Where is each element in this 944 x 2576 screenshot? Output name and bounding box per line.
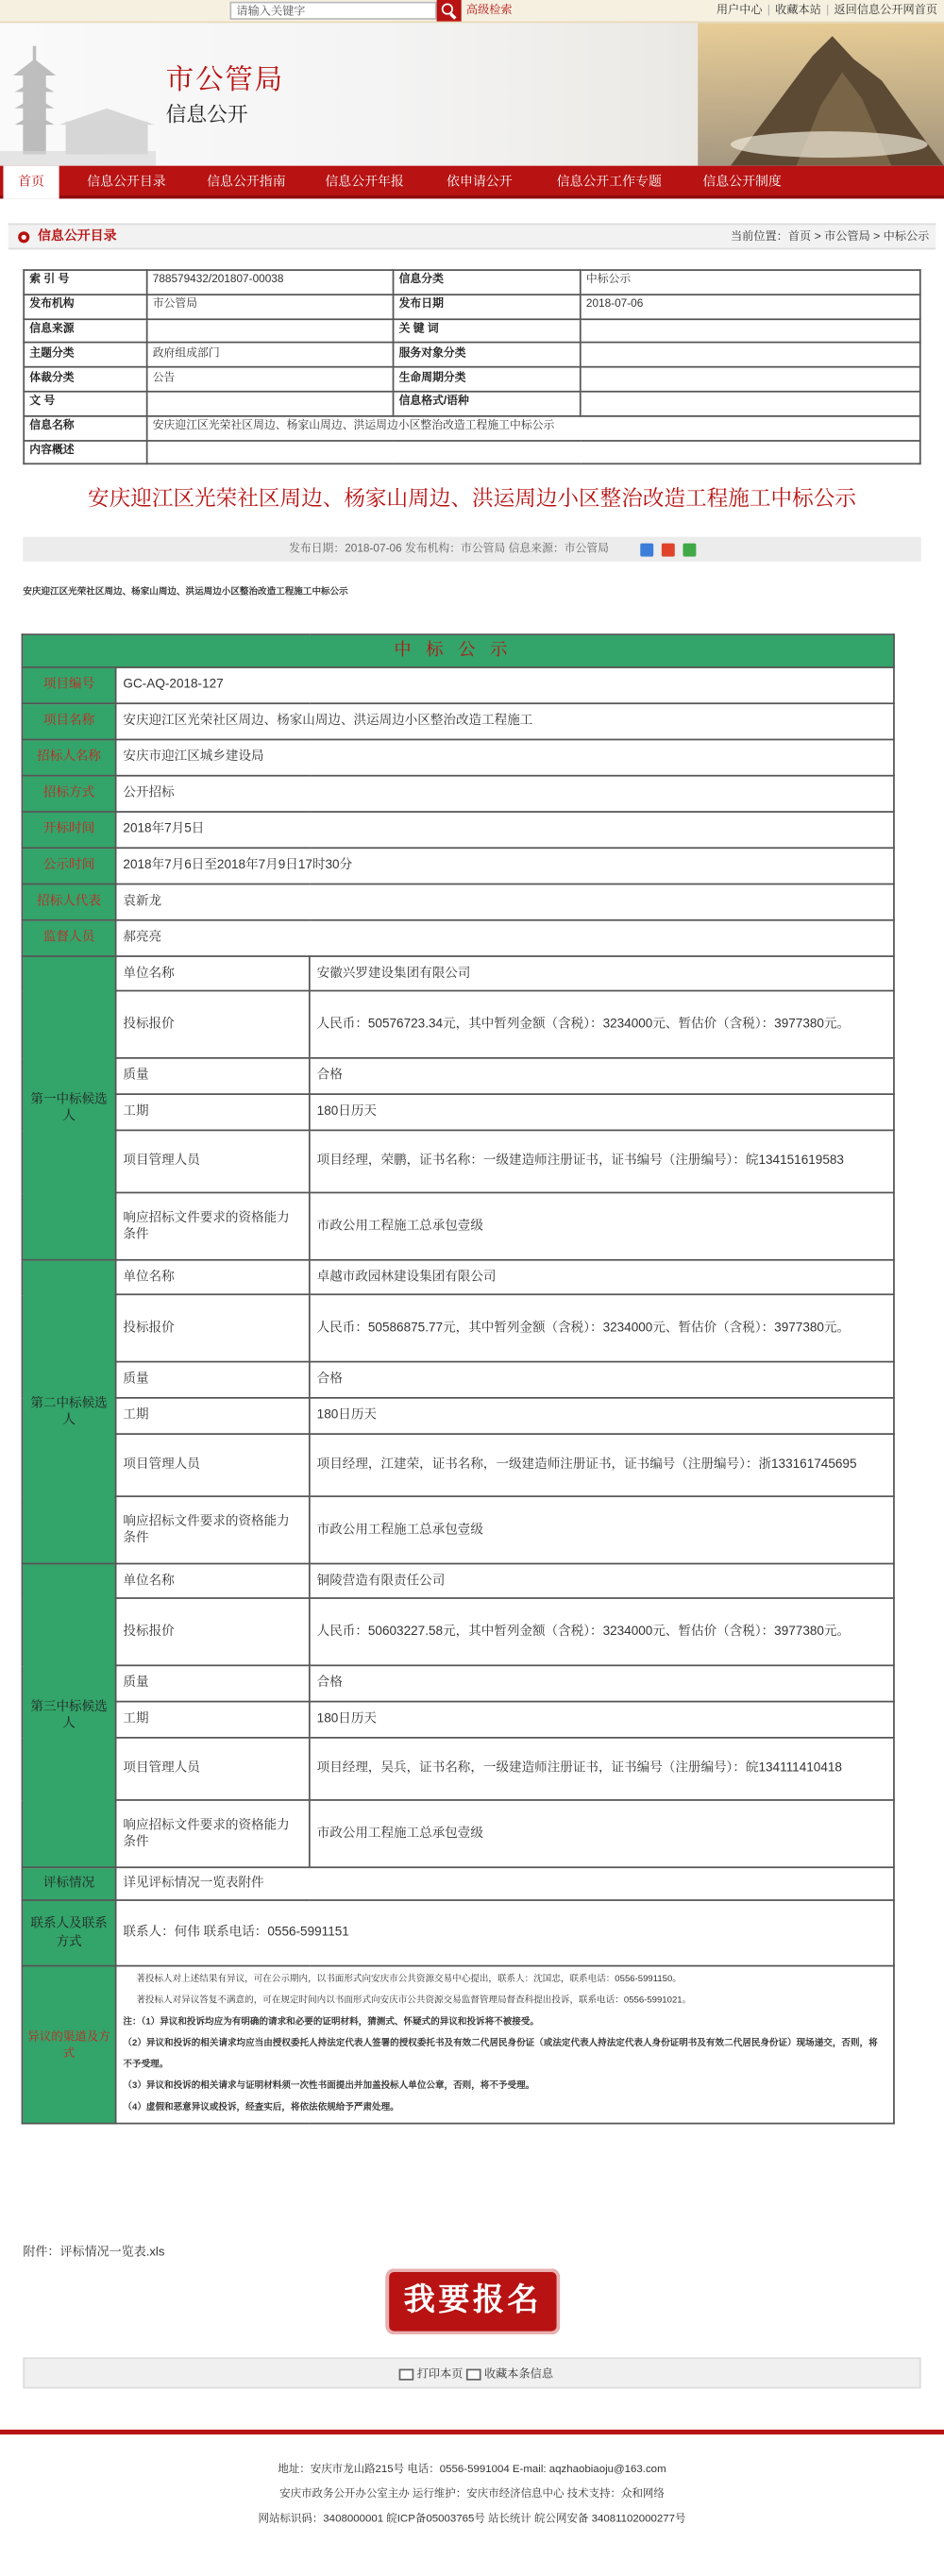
banner-subtitle: 信息公开 bbox=[165, 103, 248, 126]
sub-label: 投标报价 bbox=[116, 1598, 310, 1665]
table-row bbox=[22, 1564, 893, 1599]
location-bar bbox=[8, 224, 936, 250]
favorite-link[interactable]: 收藏本条信息 bbox=[483, 2368, 554, 2381]
candidate-price: 人民币：50576723.34元，其中暂列金额（含税）：3234000元、暂估价（含税）：3977380元。 bbox=[310, 991, 894, 1058]
location-icon bbox=[18, 231, 29, 243]
table-row bbox=[22, 920, 893, 956]
sub-label: 质量 bbox=[116, 1665, 310, 1701]
meta-row bbox=[24, 392, 920, 416]
tender-method: 公开招标 bbox=[116, 776, 894, 812]
review-value: 详见评标情况一览表附件 bbox=[116, 1867, 894, 1900]
section-title: 信息公开目录 bbox=[37, 227, 117, 244]
candidate-manager: 项目经理，荣鹏，证书名称：一级建造师注册证书，证书编号（注册编号）：皖134151619583 bbox=[310, 1130, 894, 1192]
candidate-unit: 安徽兴罗建设集团有限公司 bbox=[310, 956, 894, 991]
candidate-group-label: 第三中标候选人 bbox=[22, 1564, 115, 1868]
meta-value: 788579432/201807-00038 bbox=[147, 270, 394, 295]
breadcrumb-agency[interactable]: 市公管局 bbox=[824, 231, 870, 244]
sub-label: 单位名称 bbox=[116, 1260, 310, 1295]
sub-label: 响应招标文件要求的资格能力条件 bbox=[116, 1192, 310, 1259]
meta-key: 内容概述 bbox=[24, 440, 146, 464]
sub-label: 投标报价 bbox=[116, 1294, 310, 1361]
article-summary: 安庆迎江区光荣社区周边、杨家山周边、洪运周边小区整治改造工程施工中标公示 bbox=[23, 587, 348, 598]
table-row bbox=[22, 991, 893, 1058]
article-title: 安庆迎江区光荣社区周边、杨家山周边、洪运周边小区整治改造工程施工中标公示 bbox=[88, 485, 856, 511]
search-input[interactable] bbox=[229, 2, 436, 20]
signup-button[interactable]: 我要报名 bbox=[386, 2268, 560, 2334]
table-row bbox=[22, 1130, 893, 1192]
print-link[interactable]: 打印本页 bbox=[416, 2368, 464, 2381]
meta-key: 主题分类 bbox=[24, 343, 146, 367]
meta-value bbox=[147, 440, 920, 464]
table-row bbox=[22, 1800, 893, 1867]
meta-value bbox=[581, 343, 920, 367]
breadcrumb-label: 当前位置： bbox=[730, 231, 788, 244]
sub-label: 投标报价 bbox=[116, 991, 310, 1058]
tenderer-representative: 袁新龙 bbox=[116, 884, 894, 920]
top-bar bbox=[0, 0, 944, 23]
nav-guide[interactable]: 信息公开指南 bbox=[207, 174, 286, 189]
top-links: 用户中心 | 收藏本站 | 返回信息公开网首页 bbox=[716, 5, 938, 17]
footer-divider bbox=[0, 2430, 944, 2434]
candidate-quality: 合格 bbox=[310, 1058, 894, 1094]
table-row bbox=[22, 1192, 893, 1259]
main-nav bbox=[0, 166, 944, 199]
table-row bbox=[22, 884, 893, 920]
favorite-site-link[interactable]: 收藏本站 bbox=[775, 5, 821, 17]
candidate-period: 180日历天 bbox=[310, 1094, 894, 1130]
footer-record: 网站标识码：3408000001 皖ICP备05003765号 站长统计 皖公网安备 34081102000277号 bbox=[258, 2513, 686, 2525]
share-plus-icon[interactable] bbox=[640, 544, 653, 557]
attachment bbox=[23, 2244, 164, 2260]
table-row bbox=[22, 956, 893, 991]
table-row bbox=[22, 1434, 893, 1496]
meta-value bbox=[147, 392, 394, 416]
attachment-link[interactable]: 评标情况一览表.xls bbox=[59, 2244, 165, 2260]
meta-key: 信息来源 bbox=[24, 319, 146, 344]
article-meta-bar bbox=[23, 537, 920, 562]
mountain-illustration bbox=[698, 23, 944, 165]
meta-value bbox=[581, 392, 920, 416]
sub-label: 项目管理人员 bbox=[116, 1434, 310, 1496]
meta-row bbox=[24, 295, 920, 319]
return-home-link[interactable]: 返回信息公开网首页 bbox=[834, 5, 938, 17]
sub-label: 单位名称 bbox=[116, 1564, 310, 1599]
candidate-price: 人民币：50603227.58元，其中暂列金额（含税）：3234000元、暂估价（含税）：3977380元。 bbox=[310, 1598, 894, 1665]
table-row bbox=[22, 1058, 893, 1094]
meta-key: 索 引 号 bbox=[24, 270, 146, 295]
print-icon bbox=[399, 2368, 414, 2380]
candidate-manager: 项目经理，江建荣，证书名称，一级建造师注册证书，证书编号（注册编号）：浙133161745695 bbox=[310, 1434, 894, 1496]
note-line: （3）异议和投诉的相关请求与证明材料须一次性书面提出并加盖投标人单位公章，否则，将不予受理。 bbox=[123, 2081, 535, 2092]
user-center-link[interactable]: 用户中心 bbox=[716, 5, 763, 17]
breadcrumb: 当前位置：首页 > 市公管局 > 中标公示 bbox=[730, 231, 930, 244]
row-label: 公示时间 bbox=[22, 848, 115, 884]
table-row bbox=[22, 1260, 893, 1295]
candidate-qualification: 市政公用工程施工总承包壹级 bbox=[310, 1496, 894, 1563]
meta-value: 政府组成部门 bbox=[147, 343, 394, 367]
meta-value bbox=[147, 319, 394, 344]
sub-label: 工期 bbox=[116, 1702, 310, 1738]
table-row bbox=[22, 1966, 893, 2124]
sub-label: 工期 bbox=[116, 1094, 310, 1130]
banner-title: 市公管局 bbox=[165, 63, 284, 95]
nav-catalog[interactable]: 信息公开目录 bbox=[87, 174, 166, 189]
table-row bbox=[22, 812, 893, 848]
note-line: 著投标人对上述结果有异议，可在公示期内，以书面形式向安庆市公共资源交易中心提出，联系人：沈国忠，联系电话：0556-5991150。 bbox=[136, 1975, 682, 1985]
share-wechat-icon[interactable] bbox=[683, 544, 696, 557]
nav-special-topics[interactable]: 信息公开工作专题 bbox=[556, 174, 662, 189]
table-row bbox=[22, 739, 893, 775]
candidate-qualification: 市政公用工程施工总承包壹级 bbox=[310, 1192, 894, 1259]
sub-label: 质量 bbox=[116, 1362, 310, 1398]
row-label: 评标情况 bbox=[22, 1867, 115, 1900]
note-line: （4）虚假和恶意异议或投诉，经查实后，将依法依规给予严肃处理。 bbox=[123, 2102, 399, 2113]
sub-label: 项目管理人员 bbox=[116, 1130, 310, 1192]
table-row bbox=[22, 1900, 893, 1966]
candidate-price: 人民币：50586875.77元，其中暂列金额（含税）：3234000元、暂估价（含税）：3977380元。 bbox=[310, 1294, 894, 1361]
meta-value: 中标公示 bbox=[581, 270, 920, 295]
breadcrumb-current[interactable]: 中标公示 bbox=[883, 231, 930, 244]
row-label: 招标人代表 bbox=[22, 884, 115, 920]
opening-time: 2018年7月5日 bbox=[116, 812, 894, 848]
nav-apply[interactable]: 依申请公开 bbox=[447, 174, 513, 189]
candidate-unit: 卓越市政园林建设集团有限公司 bbox=[310, 1260, 894, 1295]
row-label: 招标方式 bbox=[22, 776, 115, 812]
nav-system[interactable]: 信息公开制度 bbox=[702, 174, 782, 189]
row-label: 联系人及联系方式 bbox=[22, 1900, 115, 1966]
row-label: 开标时间 bbox=[22, 812, 115, 848]
meta-key: 发布日期 bbox=[394, 295, 581, 319]
meta-key: 服务对象分类 bbox=[394, 343, 581, 367]
breadcrumb-home[interactable]: 首页 bbox=[787, 231, 812, 244]
meta-key: 体裁分类 bbox=[24, 367, 146, 392]
meta-value: 2018-07-06 bbox=[581, 295, 920, 319]
tenderer-name: 安庆市迎江区城乡建设局 bbox=[116, 739, 894, 775]
attachment-label: 附件： bbox=[23, 2244, 60, 2260]
meta-row bbox=[24, 440, 920, 464]
table-row bbox=[22, 703, 893, 739]
meta-key: 信息名称 bbox=[24, 415, 146, 440]
candidate-unit: 铜陵营造有限责任公司 bbox=[310, 1564, 894, 1599]
table-row bbox=[22, 1398, 893, 1434]
meta-key: 发布机构 bbox=[24, 295, 146, 319]
candidate-period: 180日历天 bbox=[310, 1702, 894, 1738]
search-button[interactable] bbox=[437, 0, 462, 22]
advanced-search-link[interactable]: 高级检索 bbox=[465, 5, 513, 17]
banner bbox=[0, 23, 944, 165]
table-row bbox=[22, 776, 893, 812]
nav-annual-report[interactable]: 信息公开年报 bbox=[325, 174, 404, 189]
print-bar bbox=[23, 2357, 920, 2388]
sub-label: 响应招标文件要求的资格能力条件 bbox=[116, 1800, 310, 1867]
candidate-manager: 项目经理，吴兵，证书名称，一级建造师注册证书，证书编号（注册编号）：皖134111410418 bbox=[310, 1738, 894, 1800]
supervisor: 郝亮亮 bbox=[116, 920, 894, 956]
article-meta: 发布日期：2018-07-06 发布机构：市公管局 信息来源：市公管局 bbox=[289, 543, 609, 555]
table-row bbox=[22, 1294, 893, 1361]
sub-label: 响应招标文件要求的资格能力条件 bbox=[116, 1496, 310, 1563]
row-label: 项目名称 bbox=[22, 703, 115, 739]
meta-key: 文 号 bbox=[24, 392, 146, 416]
meta-value: 公告 bbox=[147, 367, 394, 392]
candidate-quality: 合格 bbox=[310, 1362, 894, 1398]
favorite-icon bbox=[466, 2368, 481, 2380]
table-row bbox=[22, 667, 893, 703]
table-row bbox=[22, 1867, 893, 1900]
sub-label: 项目管理人员 bbox=[116, 1738, 310, 1800]
footer bbox=[0, 2457, 944, 2531]
row-label: 招标人名称 bbox=[22, 739, 115, 775]
candidate-period: 180日历天 bbox=[310, 1398, 894, 1434]
note-line: （2）异议和投诉的相关请求均应当由授权委托人持法定代表人签署的授权委托书及有效二代居民身份证（或法定代表人持法定代表人身份证明书及有效二代居民身份证）现场递交，否则，将不予受理。 bbox=[123, 2038, 878, 2071]
meta-value bbox=[581, 367, 920, 392]
bid-result-table bbox=[22, 633, 895, 2124]
meta-row bbox=[24, 343, 920, 367]
sub-label: 单位名称 bbox=[116, 956, 310, 991]
meta-row bbox=[24, 270, 920, 295]
note-line: 注：（1）异议和投诉均应为有明确的请求和必要的证明材料，猜测式、怀疑式的异议和投诉将不被接受。 bbox=[123, 2017, 539, 2028]
contact-value: 联系人：何伟 联系电话：0556-5991151 bbox=[116, 1900, 894, 1966]
meta-row bbox=[24, 367, 920, 392]
table-row bbox=[22, 1702, 893, 1738]
meta-value bbox=[581, 319, 920, 344]
candidate-quality: 合格 bbox=[310, 1665, 894, 1701]
project-number: GC-AQ-2018-127 bbox=[116, 667, 894, 703]
footer-host: 安庆市政务公开办公室主办 运行维护：安庆市经济信息中心 技术支持：众和网络 bbox=[279, 2488, 665, 2500]
table-row bbox=[22, 1598, 893, 1665]
row-label: 监督人员 bbox=[22, 920, 115, 956]
meta-row bbox=[24, 319, 920, 344]
nav-home[interactable]: 首页 bbox=[3, 166, 59, 199]
project-name: 安庆迎江区光荣社区周边、杨家山周边、洪运周边小区整治改造工程施工 bbox=[116, 703, 894, 739]
table-row bbox=[22, 1496, 893, 1563]
row-label: 项目编号 bbox=[22, 667, 115, 703]
candidate-qualification: 市政公用工程施工总承包壹级 bbox=[310, 1800, 894, 1867]
meta-key: 信息格式/语种 bbox=[394, 392, 581, 416]
table-row bbox=[22, 848, 893, 884]
note-line: 著投标人对异议答复不满意的，可在规定时间内以书面形式向安庆市公共资源交易监督管理局督查科提出投诉，联系电话：0556-5991021。 bbox=[136, 1995, 692, 2007]
table-row bbox=[22, 1665, 893, 1701]
meta-key: 信息分类 bbox=[394, 270, 581, 295]
candidate-group-label: 第一中标候选人 bbox=[22, 956, 115, 1260]
sub-label: 质量 bbox=[116, 1058, 310, 1094]
publicity-period: 2018年7月6日至2018年7月9日17时30分 bbox=[116, 848, 894, 884]
share-weibo-icon[interactable] bbox=[662, 544, 675, 557]
table-row bbox=[22, 1362, 893, 1398]
meta-value: 安庆迎江区光荣社区周边、杨家山周边、洪运周边小区整治改造工程施工中标公示 bbox=[147, 415, 920, 440]
pagoda-illustration bbox=[0, 23, 156, 165]
candidate-group-label: 第二中标候选人 bbox=[22, 1260, 115, 1564]
footer-address: 地址：安庆市龙山路215号 电话：0556-5991004 E-mail: aqzhaobiaoju@163.com bbox=[278, 2464, 666, 2476]
meta-row bbox=[24, 415, 920, 440]
row-label: 异议的渠道及方式 bbox=[22, 1966, 115, 2124]
objection-notes bbox=[116, 1966, 894, 2124]
meta-key: 关 键 词 bbox=[394, 319, 581, 344]
table-row bbox=[22, 1094, 893, 1130]
bid-table-header: 中标公示 bbox=[22, 634, 893, 667]
meta-value: 市公管局 bbox=[147, 295, 394, 319]
info-meta-table bbox=[23, 269, 920, 465]
table-row bbox=[22, 1738, 893, 1800]
sub-label: 工期 bbox=[116, 1398, 310, 1434]
meta-key: 生命周期分类 bbox=[394, 367, 581, 392]
